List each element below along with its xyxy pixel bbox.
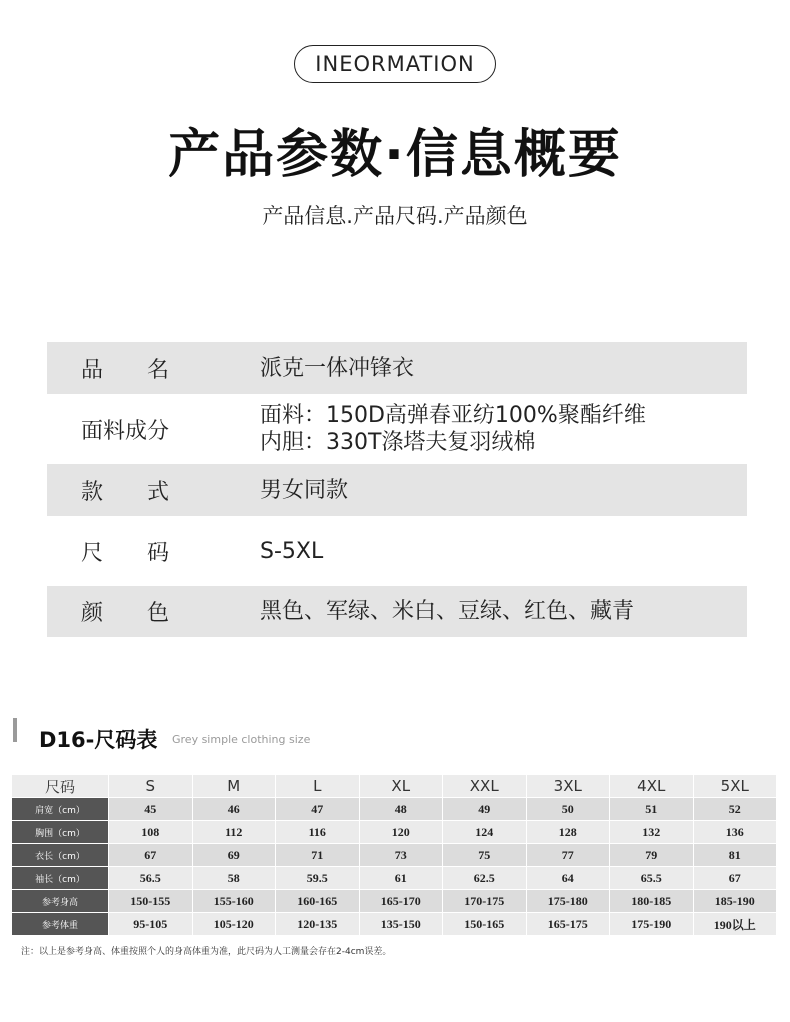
table-cell: 69 [192,844,276,867]
info-row-color [47,586,747,637]
table-cell: 105-120 [192,913,276,936]
column-header: M [192,775,276,798]
table-row [12,913,777,936]
table-cell: 95-105 [109,913,193,936]
table-cell: 116 [276,821,360,844]
table-cell: 65.5 [610,867,694,890]
table-cell: 132 [610,821,694,844]
table-cell: 135-150 [359,913,443,936]
table-cell: 49 [443,798,527,821]
column-header: L [276,775,360,798]
table-row [12,867,777,890]
column-header: XXL [443,775,527,798]
column-header: 5XL [693,775,777,798]
table-row [12,844,777,867]
table-cell: 59.5 [276,867,360,890]
info-row-name [47,342,747,394]
table-cell: 67 [109,844,193,867]
row-label: 参考体重 [12,913,109,936]
table-cell: 165-175 [526,913,610,936]
table-cell: 71 [276,844,360,867]
row-label: 袖长（cm） [12,867,109,890]
info-value-line: 派克一体冲锋衣 [260,355,415,381]
table-cell: 128 [526,821,610,844]
table-cell: 160-165 [276,890,360,913]
table-row [12,821,777,844]
info-value-line: 男女同款 [260,477,349,503]
table-cell: 136 [693,821,777,844]
info-label: 颜 色 [81,601,170,626]
table-cell: 81 [693,844,777,867]
table-cell: 170-175 [443,890,527,913]
table-cell: 190以上 [693,913,777,936]
size-chart-title: D16-尺码表 [39,728,158,752]
column-header: S [109,775,193,798]
table-cell: 47 [276,798,360,821]
table-cell: 61 [359,867,443,890]
table-cell: 150-155 [109,890,193,913]
column-header: 4XL [610,775,694,798]
table-cell: 64 [526,867,610,890]
info-label: 品 名 [81,357,170,383]
table-cell: 120-135 [276,913,360,936]
table-cell: 46 [192,798,276,821]
size-table [11,774,777,936]
table-cell: 175-180 [526,890,610,913]
info-value [260,342,747,394]
table-cell: 112 [192,821,276,844]
size-table-header-row [12,775,777,798]
page-subtitle: 产品信息.产品尺码.产品颜色 [262,204,528,228]
size-chart-subtitle: Grey simple clothing size [172,733,311,746]
table-cell: 51 [610,798,694,821]
info-label: 款 式 [81,479,170,505]
table-cell: 67 [693,867,777,890]
table-cell: 50 [526,798,610,821]
info-value [260,464,747,516]
info-row-size [47,516,747,586]
section-marker-bar [13,718,17,742]
table-cell: 48 [359,798,443,821]
row-label: 肩宽（cm） [12,798,109,821]
table-cell: 73 [359,844,443,867]
table-cell: 52 [693,798,777,821]
table-cell: 165-170 [359,890,443,913]
column-header: 3XL [526,775,610,798]
info-value [260,516,747,586]
info-label: 面料成分 [81,418,170,444]
info-label: 尺 码 [81,540,170,566]
table-cell: 75 [443,844,527,867]
table-cell: 58 [192,867,276,890]
column-header: 尺码 [12,775,109,798]
table-cell: 62.5 [443,867,527,890]
info-value-line: S-5XL [260,538,324,564]
table-cell: 79 [610,844,694,867]
info-row-material [47,394,747,464]
table-cell: 45 [109,798,193,821]
table-cell: 180-185 [610,890,694,913]
row-label: 衣长（cm） [12,844,109,867]
table-cell: 56.5 [109,867,193,890]
info-value [260,394,747,464]
page-title: 产品参数·信息概要 [168,125,622,185]
table-cell: 124 [443,821,527,844]
row-label: 胸围（cm） [12,821,109,844]
table-cell: 185-190 [693,890,777,913]
table-cell: 155-160 [192,890,276,913]
info-value [260,586,747,637]
column-header: XL [359,775,443,798]
measurement-note: 注：以上是参考身高、体重按照个人的身高体重为准，此尺码为人工测量会存在2-4cm误差。 [21,947,392,957]
row-label: 参考身高 [12,890,109,913]
product-info-table [47,342,747,637]
table-row [12,798,777,821]
table-cell: 120 [359,821,443,844]
table-row [12,890,777,913]
information-pill: INEORMATION [294,45,496,83]
info-value-line: 黑色、军绿、米白、豆绿、红色、藏青 [260,599,635,624]
table-cell: 108 [109,821,193,844]
table-cell: 77 [526,844,610,867]
table-cell: 150-165 [443,913,527,936]
table-cell: 175-190 [610,913,694,936]
info-row-style [47,464,747,516]
info-value-line: 内胆：330T涤塔夫复羽绒棉 [260,430,536,455]
info-value-line: 面料：150D高弹春亚纺100%聚酯纤维 [260,403,646,428]
